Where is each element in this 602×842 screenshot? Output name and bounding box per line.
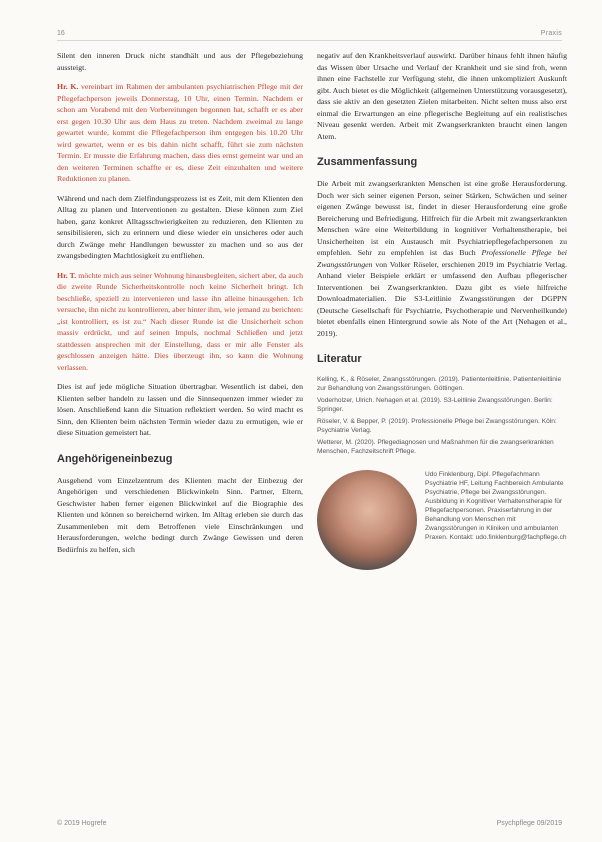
- summary-paragraph: Die Arbeit mit zwangserkrankten Menschen ist eine große Herausforderung. Doch wer sich seiner eigenen Person, seiner Stärken, Schwächen und seiner eigenen Zwänge bewusst ist, findet in dieser Herausforderung eine große Bereicherung und Befriedigung. Hilfreich für die Arbeit mit zwangserkrankten Menschen wäre eine Weiterbildung in kognitiver Verhaltenstherapie, bei Unsicherheiten ist ein Austausch mit Psychiatriepflegefachpersonen zu empfehlen. Sehr zu empfehlen ist das Buch Professionelle Pflege bei Zwangsstörungen von Volker Röseler, erschienen 2019 im Psychiatrie Verlag. Anhand vieler Beispiele erklärt er umfassend den Aufbau pflegerischer Interventionen bei Zwangserkrankten. Dazu gibt es viele hilfreiche Downloadmaterialien. Die S3-Leitlinie Zwangsstörungen der DGPPN (Deutsche Gesellschaft für Psychiatrie, Psychotherapie und Nervenheilkunde) bietet ebenfalls einen Hintergrund sowie als Note of the Art (Nehagen et al., 2019).: [317, 179, 567, 338]
- paragraph: Während und nach dem Zielfindungsprozess ist es Zeit, mit dem Klienten den Alltag zu planen und Interventionen zu gestalten. Diese können zum Ziel haben, ganz konkret Alltagsschwierigkeiten zu reduzieren, den Klienten zu sensibilisieren, sich zu erinnern und diese wieder ein unsicheres oder auch durch Zwänge mehr Handlungen bewusster zu machen und so aus der zwangsbedingten Machtlosigkeit zu entfliehen.: [57, 193, 303, 260]
- literature-item: Röseler, V. & Bepper, P. (2019). Professionelle Pflege bei Zwangsstörungen. Köln: Psychiatrie Verlag.: [317, 418, 557, 434]
- literature-heading: Literatur: [317, 353, 362, 365]
- literature-item: Wetterer, M. (2020). Pflegediagnosen und Maßnahmen für die zwangserkrankten Menschen, Fachzeitschrift Pflege.: [317, 439, 554, 455]
- header-divider: [57, 40, 562, 41]
- author-bio: Udo Finklenburg, Dipl. Pflegefachmann Psychiatrie HF, Leitung Fachbereich Ambulante Psychiatrie, Pflege bei Zwangsstörungen. Ausbildung in Kognitiver Verhaltenstherapie für Pflegefachpersonen. Praxiserfahrung in der Behandlung von Menschen mit Zwangsstörungen in Kliniken und ambulanten Praxen. Kontakt: udo.finklenburg@fachpflege.ch: [425, 471, 567, 541]
- paragraph: Ausgehend vom Einzelzentrum des Klienten macht der Einbezug der Angehörigen und verschiedenen Blickwinkeln Sinn. Partner, Eltern, Geschwister haben ferner eigenen Blickwinkel auf die Biographie des Klienten und können so bereichernd wirken. Im Alltag erleben sie durch das Zusammenleben mit dem Betroffenen viele Einschränkungen und Herausforderungen, welche bedingt durch Zwänge Gewissen und deren Bedürfnis zu helfen, sich: [57, 475, 303, 554]
- section-label: Praxis: [540, 30, 562, 37]
- paragraph: Silent den inneren Druck nicht standhält und aus der Pflegebeziehung aussteigt.: [57, 51, 303, 72]
- footer-copyright: © 2019 Hogrefe: [57, 820, 107, 827]
- literature-list: [317, 375, 567, 456]
- left-column: [57, 50, 303, 820]
- right-column: [317, 50, 567, 820]
- author-box: [317, 470, 567, 570]
- author-photo: [317, 470, 417, 570]
- paragraph: negativ auf den Krankheitsverlauf auswirkt. Darüber hinaus fehlt ihnen häufig das Wissen über Ursache und Verlauf der Krankheit und sie sind froh, wenn ihnen eine Fachstelle zur Verfügung steht, die ihnen unkompliziert Auskunft gibt. Auch bietet es die Möglichkeit (allgemeinen Unterstützung vorausgesetzt), dass sie aktiv an den gesetzten Zielen mitarbeiten. Nicht selten muss also erst einmal die Erwartungen an eine pflegerische Begleitung auf ein realistisches Niveau gesenkt werden. Arbeit mit Zwangserkrankten braucht einen langen Atem.: [317, 51, 567, 141]
- footer-issue: Psychpflege 09/2019: [496, 820, 562, 827]
- page-number: 16: [57, 30, 65, 37]
- case-example: Hr. K. vereinbart im Rahmen der ambulanten psychiatrischen Pflege mit der Pflegefachperson jeweils Donnerstag, 10 Uhr, einen Termin. Nachdem er schon am Vorabend mit den Vorbereitungen begonnen hat, schafft er es aber erst gegen 10.30 Uhr aus dem Haus zu treten. Nachdem zweimal zu lange gewartet wurde, kommt die Pflegefachperson ihm entgegen bis 10.20 Uhr wird gewartet, wenn er es bis dahin nicht schafft, führt sie zum nächsten Termin. Er musste die Erfahrung machen, dass dies ernst gemeint war und an den weiteren Terminen schaffte er es, diese Zeit einzuhalten und weitere Reduktionen zu planen.: [57, 82, 303, 183]
- section-heading: Zusammenfassung: [317, 156, 418, 168]
- literature-item: Voderholzer, Ulrich. Nehagen et al. (2019). S3-Leitlinie Zwangsstörungen. Berlin: Springer.: [317, 397, 553, 413]
- section-heading: Angehörigeneinbezug: [57, 452, 173, 465]
- paragraph: Dies ist auf jede mögliche Situation übertragbar. Wesentlich ist dabei, den Klienten selber handeln zu lassen und die Sinnsequenzen immer wieder zu lösen. Anschließend kann die Situation reflektiert werden. So wird macht es Sinn, den Klienten beim nächsten Termin wieder dazu zu ermutigen, wie er diese Situation gemeistert hat.: [57, 382, 303, 437]
- case-example: Hr. T. möchte mich aus seiner Wohnung hinausbegleiten, sichert aber, da auch die zweite Runde Sicherheitskontrolle noch keine Sicherheit bringt. Ich beschließe, speziell zu intervenieren und lasse ihn alleine hinausgehen. Ich versuche, ihn nicht zu kontrollieren, aber hinter ihm, wie jemand zu berichten: „ist kontrolliert, es ist zu.“ Nach dieser Runde ist die Unsicherheit schon massiv erdrückt, und auf seinen Impuls, nochmal Schließen und jetzt stattdessen ansprechen mit der Einstellung, dass er mir alle Fenster als geschlossen anzeigen hätte. Dies überzeugt ihn, so kann die Wohnung verlassen.: [57, 270, 303, 372]
- literature-item: Kelling, K., & Röseler, Zwangsstörungen. (2019). Patientenleitlinie. Patientenleitlinie zur Behandlung von Zwangsstörungen. Göttingen.: [317, 376, 562, 392]
